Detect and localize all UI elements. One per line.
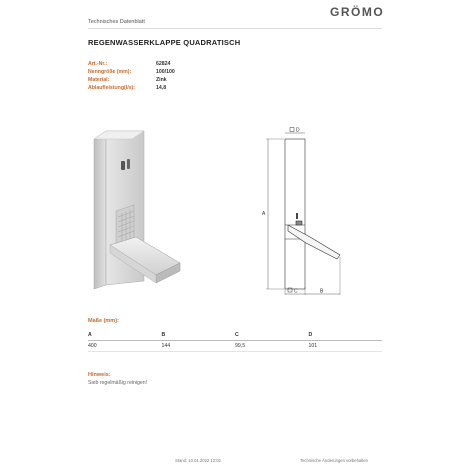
spec-row-flow [88, 84, 198, 92]
spec-value: 100/100 [156, 69, 175, 75]
dim-label-a: A [262, 211, 266, 217]
spec-label: Nenngröße (mm): [88, 69, 132, 75]
spec-label: Art.-Nr.: [88, 61, 108, 67]
product-photo [88, 125, 193, 295]
measures-table [88, 330, 382, 352]
spec-value: Zink [156, 77, 167, 83]
dim-label-d: D [296, 127, 300, 134]
spec-label: Ablaufleistung(l/s): [88, 85, 135, 91]
spec-row-article [88, 60, 198, 68]
measure-header: D [308, 332, 313, 338]
spec-table [88, 60, 198, 92]
measure-value: 101 [308, 343, 318, 349]
spec-row-size [88, 68, 198, 76]
measures-section [88, 318, 388, 352]
header-divider [88, 28, 382, 29]
spec-row-material [88, 76, 198, 84]
document-type: Technisches Datenblatt [88, 19, 145, 25]
product-title: REGENWASSERKLAPPE QUADRATISCH [88, 38, 241, 47]
spec-value: 62824 [156, 61, 171, 67]
dim-label-c: C [294, 288, 298, 295]
hint-section [88, 372, 147, 386]
measure-header: B [161, 332, 166, 338]
footer-date: Stand: 10.01.2022 12:02 [175, 458, 221, 463]
measure-header: A [88, 332, 92, 338]
measures-value-row [88, 341, 382, 352]
hint-title: Hinweis: [88, 372, 111, 378]
footer-disclaimer: Technische Änderungen vorbehalten [300, 458, 368, 463]
hint-text: Sieb regelmäßig reinigen! [88, 380, 148, 386]
spec-value: 14,8 [156, 85, 167, 91]
measures-title: Maße (mm): [88, 318, 119, 324]
measure-value: 144 [161, 343, 171, 349]
measures-header-row [88, 330, 382, 341]
technical-drawing [240, 125, 370, 295]
measure-header: C [235, 332, 239, 338]
measure-value: 99,5 [235, 343, 246, 349]
dim-label-b: B [320, 288, 324, 295]
brand-logo: GRÖMO [330, 5, 385, 19]
spec-label: Material: [88, 77, 110, 83]
measure-value: 400 [88, 343, 97, 349]
